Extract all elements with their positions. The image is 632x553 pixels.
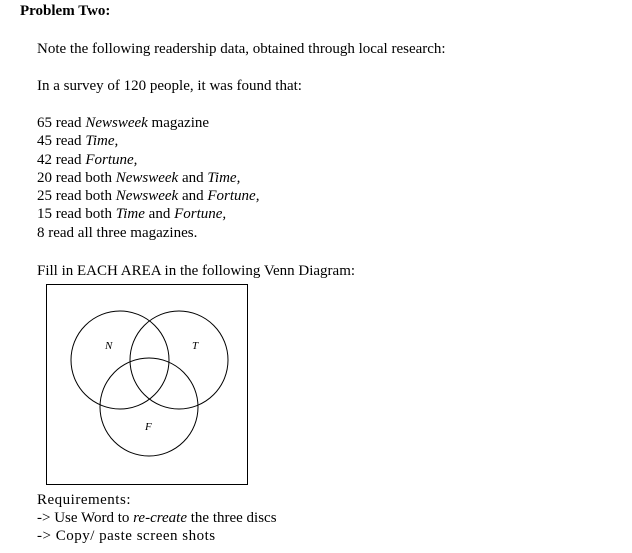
requirements-list (37, 491, 277, 545)
readership-stats-list (37, 114, 259, 242)
stat-item: 15 read both Time and Fortune, (37, 206, 227, 223)
label-f: F (145, 421, 152, 433)
label-t: T (192, 340, 199, 352)
circle-time (130, 311, 228, 409)
stat-item: 42 read Fortune, (37, 151, 138, 168)
stat-item: 45 read Time, (37, 133, 119, 150)
requirements-heading: Requirements: (37, 492, 131, 508)
stat-item: 25 read both Newsweek and Fortune, (37, 188, 260, 205)
stat-item: 65 read Newsweek magazine (37, 115, 210, 131)
requirement-item: -> Use Word to re-create the three discs (37, 510, 277, 526)
survey-text: In a survey of 120 people, it was found that: (37, 78, 302, 94)
label-n: N (105, 340, 113, 352)
intro-text: Note the following readership data, obtained through local research: (37, 41, 446, 57)
venn-diagram (47, 285, 247, 484)
problem-title: Problem Two: (20, 3, 111, 19)
venn-diagram-frame (46, 284, 248, 485)
requirement-item: -> Copy/ paste screen shots (37, 528, 216, 544)
stat-item: 20 read both Newsweek and Time, (37, 169, 241, 186)
instruction-text: Fill in EACH AREA in the following Venn Diagram: (37, 263, 356, 279)
stat-item: 8 read all three magazines. (37, 224, 198, 241)
circle-fortune (100, 358, 198, 456)
circle-newsweek (71, 311, 169, 409)
